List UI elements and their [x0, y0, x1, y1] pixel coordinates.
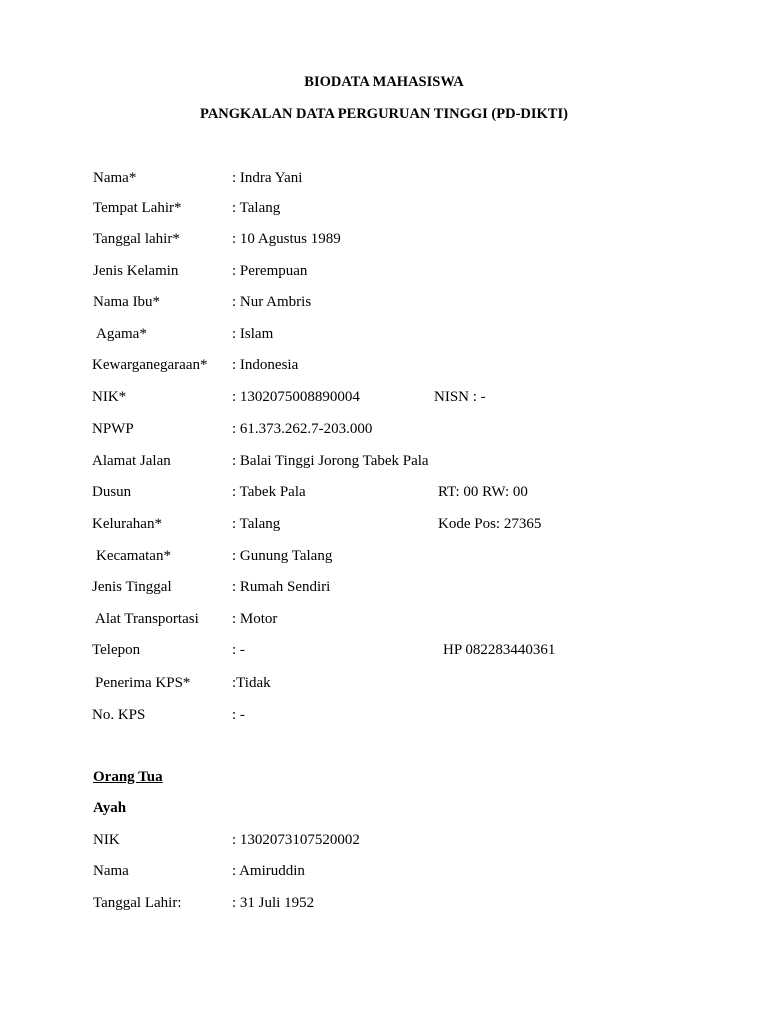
field-value: : Motor [232, 611, 278, 627]
field-row-npwp [0, 419, 768, 439]
field-value: : Gunung Talang [232, 548, 333, 564]
field-value: : 1302073107520002 [232, 832, 360, 848]
field-value: : Rumah Sendiri [232, 579, 331, 595]
document-title: BIODATA MAHASISWA [304, 74, 464, 90]
field-label: Kelurahan* [92, 516, 162, 532]
field-value: : Nur Ambris [232, 294, 312, 310]
field-label: Alamat Jalan [92, 453, 171, 469]
field-label: Agama* [96, 326, 147, 342]
field-row-tanggal-lahir [0, 229, 768, 249]
field-label: Tanggal lahir* [93, 231, 180, 247]
field-label: NIK [93, 832, 120, 848]
field-value: : Balai Tinggi Jorong Tabek Pala [232, 453, 429, 469]
field-label: Kewarganegaraan* [92, 357, 208, 373]
field-label: Telepon [92, 642, 141, 658]
field-label: Jenis Tinggal [92, 579, 172, 595]
field-row-ayah-tanggal-lahir [0, 893, 768, 913]
field-row-kewarganegaraan [0, 355, 768, 375]
hp-value: HP 082283440361 [443, 642, 556, 658]
field-value: : Tabek Pala [232, 484, 306, 500]
field-row-kelurahan [0, 514, 768, 534]
field-label: Tempat Lahir* [93, 200, 182, 216]
field-value: : Amiruddin [232, 863, 305, 879]
field-row-alamat-jalan [0, 451, 768, 471]
field-row-nama [0, 168, 768, 188]
kode-pos-value: Kode Pos: 27365 [438, 516, 542, 532]
field-label: Penerima KPS* [95, 675, 191, 691]
section-heading-orang-tua: Orang Tua [93, 769, 163, 785]
field-label: Kecamatan* [96, 548, 171, 564]
field-row-kecamatan [0, 546, 768, 566]
field-value: : - [232, 642, 245, 658]
field-row-agama [0, 324, 768, 344]
document-subtitle: PANGKALAN DATA PERGURUAN TINGGI (PD-DIKTI) [200, 106, 568, 122]
field-label: No. KPS [92, 707, 146, 723]
field-row-jenis-kelamin [0, 261, 768, 281]
field-label: NIK* [92, 389, 127, 405]
field-value: : 31 Juli 1952 [232, 895, 315, 911]
field-row-nama-ibu [0, 292, 768, 312]
field-row-ayah-nama [0, 861, 768, 881]
field-row-nik [0, 387, 768, 407]
field-row-dusun [0, 482, 768, 502]
field-label: Nama [93, 863, 129, 879]
field-row-tempat-lahir [0, 198, 768, 218]
field-row-penerima-kps [0, 673, 768, 693]
nisn-value: NISN : - [434, 389, 486, 405]
field-value: : Talang [232, 200, 281, 216]
field-value: : 61.373.262.7-203.000 [232, 421, 373, 437]
field-label: Nama Ibu* [93, 294, 161, 310]
field-value: :Tidak [232, 675, 271, 691]
field-value: : 1302075008890004 [232, 389, 360, 405]
field-row-telepon [0, 640, 768, 660]
field-label: NPWP [92, 421, 134, 437]
field-label: Dusun [92, 484, 132, 500]
field-label: Tanggal Lahir: [93, 895, 182, 911]
field-value: : - [232, 707, 245, 723]
field-label: Jenis Kelamin [93, 263, 179, 279]
field-value: : Islam [232, 326, 274, 342]
section-heading-ayah: Ayah [93, 800, 127, 816]
field-row-jenis-tinggal [0, 577, 768, 597]
field-value: : 10 Agustus 1989 [232, 231, 341, 247]
field-value: : Perempuan [232, 263, 308, 279]
field-label: Nama* [93, 170, 137, 186]
field-value: : Indra Yani [232, 170, 303, 186]
field-value: : Talang [232, 516, 281, 532]
rt-rw-value: RT: 00 RW: 00 [438, 484, 528, 500]
field-row-no-kps [0, 705, 768, 725]
field-row-alat-transportasi [0, 609, 768, 629]
field-label: Alat Transportasi [95, 611, 199, 627]
field-value: : Indonesia [232, 357, 299, 373]
field-row-ayah-nik [0, 830, 768, 850]
